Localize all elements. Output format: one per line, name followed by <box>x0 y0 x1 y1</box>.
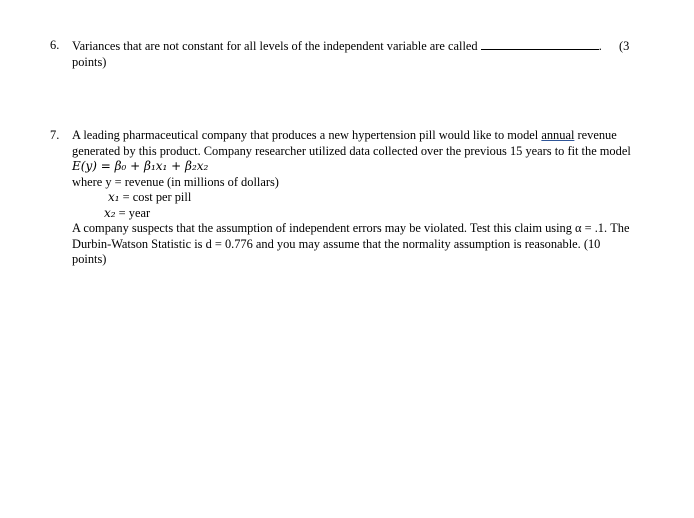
question-7-line1-end: revenue <box>577 128 617 142</box>
model-equation: E(y) = β₀ + β₁x₁ + β₂x₂ <box>72 159 209 173</box>
question-6-points-cont: points) <box>72 54 107 69</box>
where-definition: where y = revenue (in millions of dollars) <box>72 174 279 189</box>
question-7-line5: points) <box>72 252 107 266</box>
question-6 <box>50 38 670 70</box>
question-6-period: . <box>598 39 602 53</box>
question-7-line3: A company suspects that the assumption of independent errors may be violated. Test this claim using α = .1. The <box>72 221 630 235</box>
answer-blank <box>481 38 599 50</box>
annual-underlined: annual <box>541 128 575 142</box>
question-7 <box>50 128 670 268</box>
question-7-line2: generated by this product. Company researcher utilized data collected over the previous 15 years to fit the model <box>72 143 631 158</box>
x2-definition: = year <box>115 205 151 220</box>
question-7-number: 7. <box>50 128 60 142</box>
question-7-line1: A leading pharmaceutical company that produces a new hypertension pill would like to model <box>72 128 539 142</box>
x2-variable: x₂ <box>104 205 116 220</box>
x1-variable: x₁ <box>108 190 120 204</box>
question-6-text: Variances that are not constant for all levels of the independent variable are called <box>72 39 478 53</box>
question-6-number: 6. <box>50 38 60 52</box>
question-7-line4: Durbin-Watson Statistic is d = 0.776 and you may assume that the normality assumption is reasonable. (10 <box>72 236 601 251</box>
x1-definition: = cost per pill <box>119 190 192 204</box>
question-6-points: (3 <box>618 39 630 53</box>
